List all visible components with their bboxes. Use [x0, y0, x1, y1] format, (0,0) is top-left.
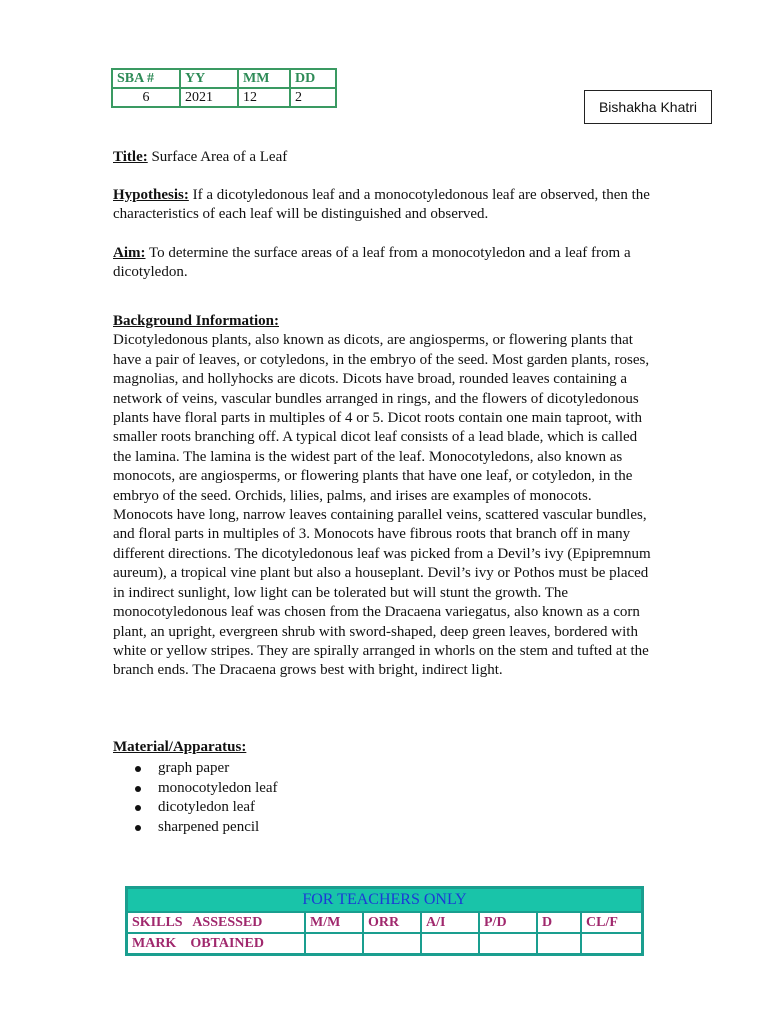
title-text: Surface Area of a Leaf — [147, 149, 288, 165]
student-name: Bishakha Khatri — [598, 99, 698, 115]
skills-row — [127, 912, 643, 933]
student-name-box — [584, 90, 712, 124]
sba-table — [111, 68, 337, 108]
title-section — [113, 148, 653, 167]
teachers-banner-row — [127, 888, 643, 913]
sba-header-row — [112, 69, 336, 88]
sba-header-cell: SBA # — [112, 69, 180, 88]
year-cell: 2021 — [180, 88, 238, 107]
material-item: graph paper — [158, 760, 230, 777]
background-heading: Background Information: — [113, 313, 279, 329]
mark-cell[interactable] — [537, 933, 581, 955]
column-header: P/D — [479, 912, 537, 933]
sba-number-cell: 6 — [112, 88, 180, 107]
list-item — [113, 818, 653, 837]
background-section — [113, 312, 653, 681]
month-cell: 12 — [238, 88, 290, 107]
skills-assessed-label: SKILLS ASSESSED — [127, 912, 306, 933]
list-item — [113, 779, 653, 798]
mark-cell[interactable] — [305, 933, 363, 955]
background-text: Dicotyledonous plants, also known as dicots, are angiosperms, or flowering plants that have a pair of leaves, or cotyledons, in the embryo of the seed. Most garden plants, roses, magnolias, and hollyhocks are dicots. Dicots have broad, rounded leaves containing a network of veins, vascular bundles arranged in rings, and the flowers of dicotyledonous plants have floral parts in multiples of 4 or 5. Dicot roots contain one main taproot, with smaller roots branching off. A typical dicot leaf consists of a lead blade, which is called the lamina. The lamina is the widest part of the leaf. Monocotyledons, also known as monocots, are angiosperms, or flowering plants that have one leaf, or cotyledon, in the embryo of the seed. Orchids, lilies, palms, and irises are examples of monocots. Monocots have long, narrow leaves containing parallel veins, scattered vascular bundles, and floral parts in multiples of 3. Monocots have fibrous roots that branch off in many different directions. The dicotyledonous leaf was picked from a Devil’s ivy (Epipremnum aureum), a tropical vine plant but also a houseplant. Devil’s ivy or Pothos must be placed in indirect sunlight, low light can be tolerated but will stunt the growth. The monocotyledonous leaf was chosen from the Dracaena variegatus, also known as a corn plant, an upright, evergreen shrub with sword-shaped, deep green leaves, bordered with white or yellow stripes. They are spirally arranged in whorls on the stem and tufted at the branch ends. The Dracaena grows best with bright, indirect light. — [113, 332, 651, 679]
sba-value-row — [112, 88, 336, 107]
material-item: dicotyledon leaf — [158, 799, 256, 816]
material-item: sharpened pencil — [158, 818, 260, 835]
list-item — [113, 798, 653, 817]
materials-heading: Material/Apparatus: — [113, 739, 247, 755]
bullet-icon — [135, 825, 141, 831]
aim-label: Aim: — [113, 245, 146, 261]
title-label: Title: — [113, 149, 148, 165]
mark-cell[interactable] — [421, 933, 479, 955]
materials-list — [113, 759, 653, 837]
mark-obtained-label: MARK OBTAINED — [127, 933, 306, 955]
materials-section — [113, 738, 653, 837]
list-item — [113, 759, 653, 778]
aim-text: To determine the surface areas of a leaf from a monocotyledon and a leaf from a dicotyledon. — [113, 245, 631, 281]
column-header: A/I — [421, 912, 479, 933]
mm-header-cell: MM — [238, 69, 290, 88]
column-header: M/M — [305, 912, 363, 933]
column-header: ORR — [363, 912, 421, 933]
column-header: CL/F — [581, 912, 643, 933]
hypothesis-label: Hypothesis: — [113, 187, 189, 203]
yy-header-cell: YY — [180, 69, 238, 88]
mark-row — [127, 933, 643, 955]
teachers-banner: FOR TEACHERS ONLY — [127, 888, 643, 913]
bullet-icon — [135, 805, 141, 811]
hypothesis-text: If a dicotyledonous leaf and a monocotyledonous leaf are observed, then the characteristics of each leaf will be distinguished and observed. — [113, 187, 650, 223]
day-cell: 2 — [290, 88, 336, 107]
teachers-only-table — [125, 886, 644, 956]
hypothesis-section — [113, 186, 653, 225]
bullet-icon — [135, 786, 141, 792]
mark-cell[interactable] — [363, 933, 421, 955]
mark-cell[interactable] — [581, 933, 643, 955]
dd-header-cell: DD — [290, 69, 336, 88]
column-header: D — [537, 912, 581, 933]
bullet-icon — [135, 766, 141, 772]
aim-section — [113, 244, 653, 283]
mark-cell[interactable] — [479, 933, 537, 955]
material-item: monocotyledon leaf — [158, 779, 278, 796]
